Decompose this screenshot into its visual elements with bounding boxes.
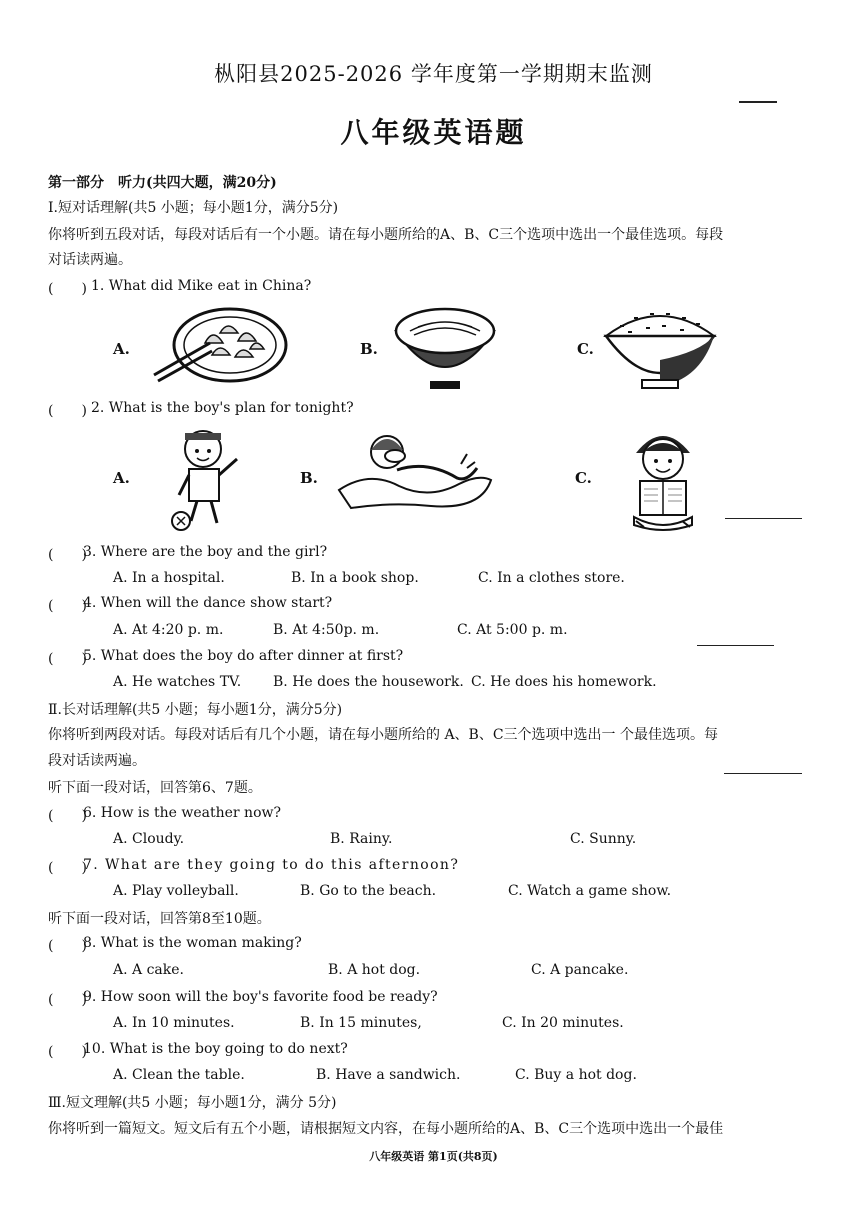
rice-bowl-icon [600, 300, 720, 392]
option-label: C. [577, 340, 594, 358]
option-a: A. Cloudy. [113, 831, 185, 847]
question-5: 5. What does the boy do after dinner at first? [83, 648, 404, 664]
answer-paren[interactable]: ( ) [48, 598, 87, 614]
section2-instruction-line1: 你将听到两段对话。每段对话后有几个小题，请在每小题所给的 A、B、C三个选项中选出一 个最佳选项。每 [48, 727, 719, 743]
answer-paren[interactable]: ( ) [48, 403, 87, 419]
question-3: 3. Where are the boy and the girl? [83, 544, 328, 560]
answer-paren[interactable]: ( ) [48, 281, 87, 297]
option-b: B. Go to the beach. [300, 883, 437, 899]
option-b: B. In a book shop. [291, 570, 419, 586]
option-c: C. Buy a hot dog. [515, 1067, 637, 1083]
swimmer-icon [335, 430, 495, 520]
answer-blank[interactable] [697, 645, 774, 646]
question-8: 8. What is the woman making? [83, 935, 302, 951]
section1-instruction-line2: 对话读两遍。 [48, 252, 132, 268]
option-b: B. He does the housework. [273, 674, 464, 690]
option-label: C. [575, 469, 592, 487]
answer-blank[interactable] [725, 518, 802, 519]
option-a: A. Play volleyball. [113, 883, 239, 899]
part1-heading: 第一部分 听力(共四大题，满20分) [48, 175, 277, 191]
option-c: C. He does his homework. [471, 674, 657, 690]
dialogue-lead-1: 听下面一段对话，回答第6、7题。 [48, 780, 262, 796]
answer-paren[interactable]: ( ) [48, 651, 87, 667]
option-c: C. In a clothes store. [478, 570, 625, 586]
option-c: C. At 5:00 p. m. [457, 622, 568, 638]
option-c: C. Watch a game show. [508, 883, 672, 899]
option-a: A. Clean the table. [113, 1067, 245, 1083]
section2-instruction-line2: 段对话读两遍。 [48, 753, 146, 769]
answer-paren[interactable]: ( ) [48, 808, 87, 824]
option-label: B. [300, 469, 318, 487]
question-7: 7. What are they going to do this afternoon? [83, 857, 460, 873]
option-a: A. A cake. [113, 962, 184, 978]
option-b: B. At 4:50p. m. [273, 622, 380, 638]
option-a: A. He watches TV. [113, 674, 242, 690]
option-c: C. In 20 minutes. [502, 1015, 624, 1031]
dialogue-lead-2: 听下面一段对话，回答第8至10题。 [48, 911, 271, 927]
option-c: C. A pancake. [531, 962, 629, 978]
option-b: B. Have a sandwich. [316, 1067, 461, 1083]
exam-subtitle: 八年级英语题 [340, 116, 527, 149]
option-label: B. [360, 340, 378, 358]
dumplings-icon [150, 303, 290, 385]
answer-paren[interactable]: ( ) [48, 547, 87, 563]
question-6: 6. How is the weather now? [83, 805, 281, 821]
question-4: 4. When will the dance show start? [83, 595, 333, 611]
score-blank [739, 101, 777, 103]
option-b: B. In 15 minutes, [300, 1015, 422, 1031]
option-label: A. [113, 469, 130, 487]
reading-boy-icon [630, 425, 696, 533]
question-9: 9. How soon will the boy's favorite food be ready? [83, 989, 438, 1005]
page-footer: 八年级英语 第1页(共8页) [369, 1150, 498, 1163]
option-b: B. A hot dog. [328, 962, 421, 978]
answer-paren[interactable]: ( ) [48, 938, 87, 954]
soccer-boy-icon [165, 425, 250, 533]
section1-instruction-line1: 你将听到五段对话，每段对话后有一个小题。请在每小题所给的A、B、C三个选项中选出一个最佳选项。每段 [48, 227, 724, 243]
option-a: A. In a hospital. [113, 570, 225, 586]
section3-title: Ⅲ.短文理解(共5 小题；每小题1分，满分 5分) [48, 1095, 337, 1111]
answer-paren[interactable]: ( ) [48, 992, 87, 1008]
noodles-icon [390, 303, 500, 395]
answer-paren[interactable]: ( ) [48, 860, 87, 876]
option-label: A. [113, 340, 130, 358]
question-10: 10. What is the boy going to do next? [83, 1041, 348, 1057]
option-c: C. Sunny. [570, 831, 637, 847]
answer-blank[interactable] [724, 773, 802, 774]
option-a: A. At 4:20 p. m. [113, 622, 224, 638]
option-b: B. Rainy. [330, 831, 393, 847]
question-2: 2. What is the boy's plan for tonight? [91, 400, 354, 416]
exam-title: 枞阳县2025-2026 学年度第一学期期末监测 [214, 62, 653, 86]
section2-title: Ⅱ.长对话理解(共5 小题；每小题1分，满分5分) [48, 702, 343, 718]
section1-title: I.短对话理解(共5 小题；每小题1分，满分5分) [48, 200, 339, 216]
answer-paren[interactable]: ( ) [48, 1044, 87, 1060]
question-1: 1. What did Mike eat in China? [91, 278, 312, 294]
option-a: A. In 10 minutes. [113, 1015, 235, 1031]
section3-instruction-line1: 你将听到一篇短文。短文后有五个小题，请根据短文内容，在每小题所给的A、B、C三个选项中选出一个最佳 [48, 1121, 724, 1137]
